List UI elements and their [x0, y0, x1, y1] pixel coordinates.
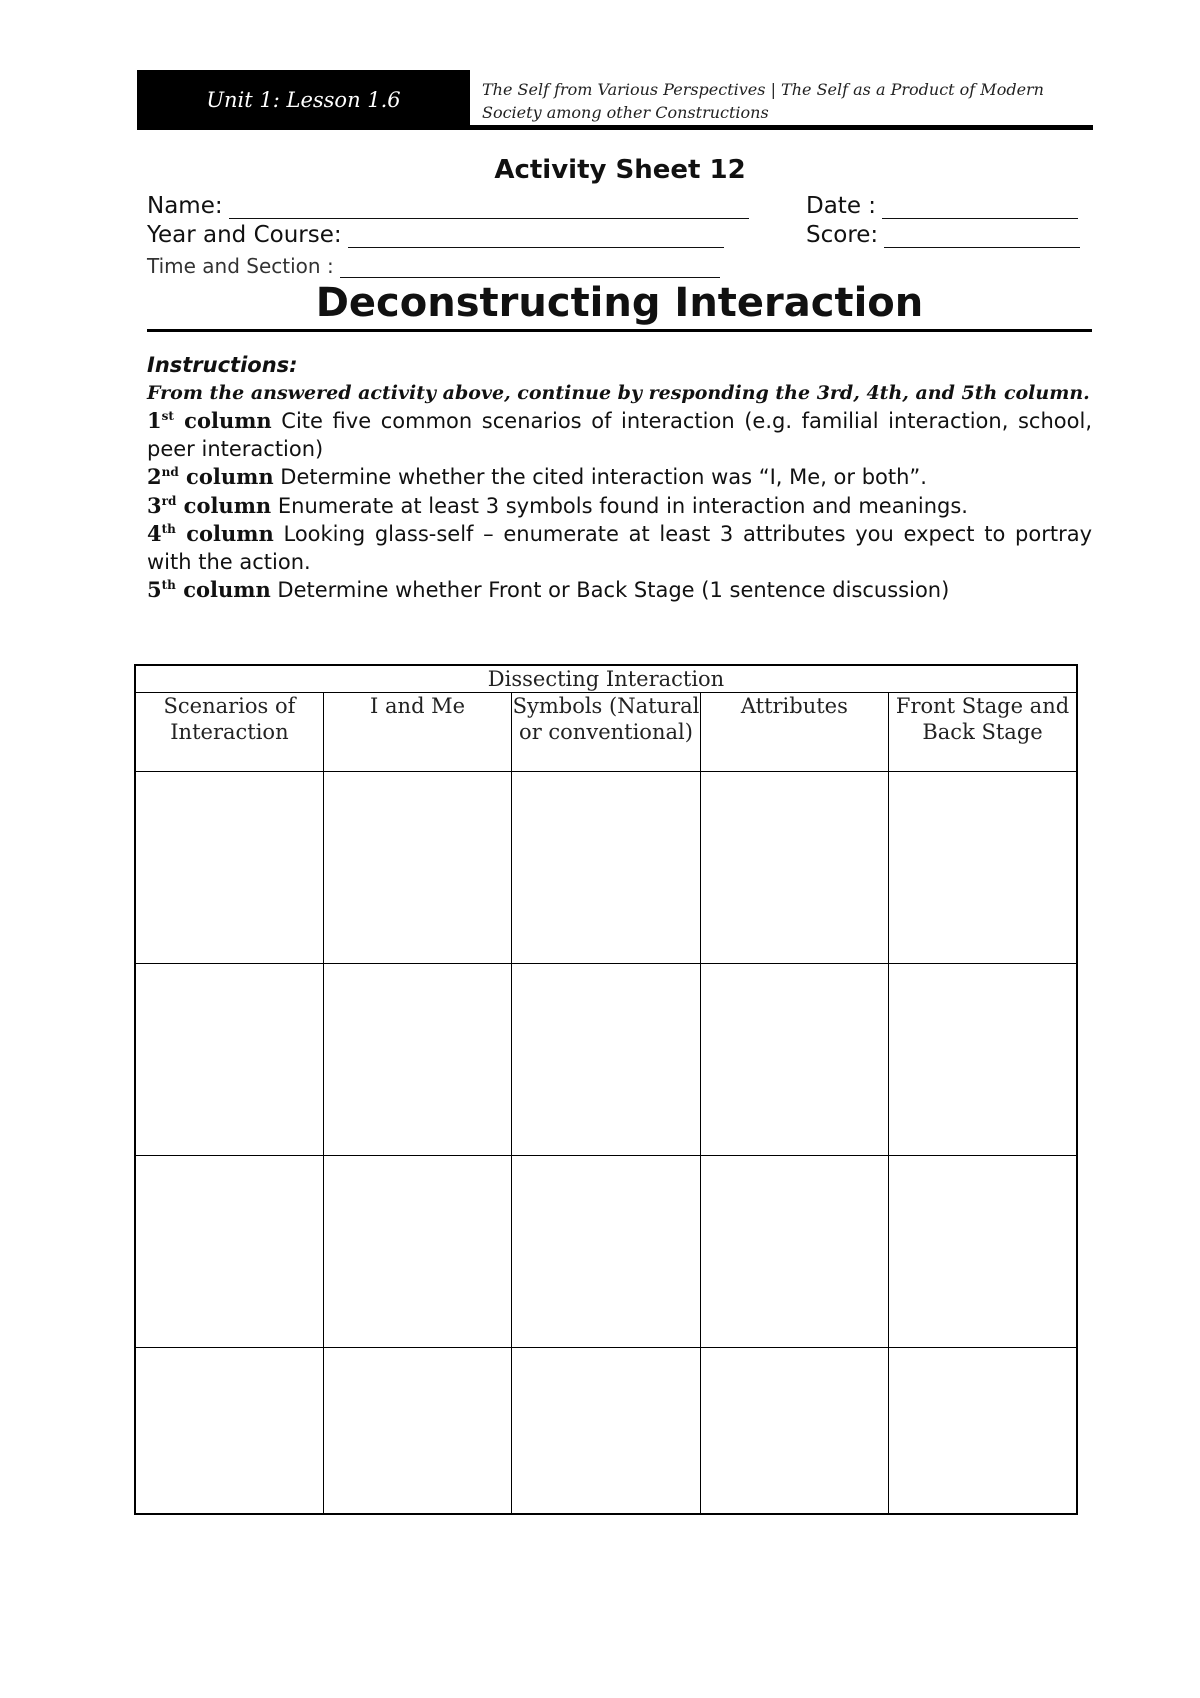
table-caption-row	[135, 665, 1077, 693]
year-course-field	[147, 222, 724, 248]
instruction-item-3: 3rd column Enumerate at least 3 symbols found in interaction and meanings.	[147, 492, 968, 518]
score-blank[interactable]	[884, 223, 1080, 248]
instructions-subheading: From the answered activity above, continue by responding the 3rd, 4th, and 5th column.	[147, 381, 1090, 404]
table-cell[interactable]	[135, 772, 323, 964]
date-label: Date :	[806, 193, 877, 219]
table-cell[interactable]	[700, 1348, 888, 1515]
table-cell[interactable]	[700, 964, 888, 1156]
table-cell[interactable]	[700, 1156, 888, 1348]
table-cell[interactable]	[889, 964, 1077, 1156]
column-header-attributes: Attributes	[700, 693, 888, 772]
column-header-front-back-stage: Front Stage and Back Stage	[889, 693, 1077, 772]
table-cell[interactable]	[889, 1156, 1077, 1348]
table-cell[interactable]	[512, 1348, 700, 1515]
date-blank[interactable]	[882, 194, 1078, 219]
instructions-heading: Instructions:	[147, 353, 298, 377]
table-cell[interactable]	[323, 1348, 511, 1515]
table-cell[interactable]	[889, 772, 1077, 964]
unit-lesson-badge: Unit 1: Lesson 1.6	[137, 70, 470, 130]
table-cell[interactable]	[700, 772, 888, 964]
score-label: Score:	[806, 222, 879, 248]
main-title: Deconstructing Interaction	[315, 280, 924, 326]
table-cell[interactable]	[323, 1156, 511, 1348]
instruction-item-2: 2nd column Determine whether the cited interaction was “I, Me, or both”.	[147, 464, 927, 489]
header-rule	[470, 125, 1093, 130]
lesson-topic: The Self from Various Perspectives | The Self as a Product of Modern Society among other Constructions	[482, 80, 1044, 122]
table-cell[interactable]	[135, 1156, 323, 1348]
name-field	[147, 193, 749, 219]
instruction-item-5: 5th column Determine whether Front or Back Stage (1 sentence discussion)	[147, 577, 950, 602]
lesson-header	[137, 70, 1093, 132]
table-row	[135, 1348, 1077, 1515]
table-row	[135, 772, 1077, 964]
instruction-item-4: 4th column Looking glass-self – enumerate at least 3 attributes you expect to portray with the action.	[147, 521, 1092, 574]
table-cell[interactable]	[889, 1348, 1077, 1515]
column-header-i-and-me: I and Me	[323, 693, 511, 772]
name-label: Name:	[147, 193, 223, 219]
table-cell[interactable]	[512, 964, 700, 1156]
year-course-blank[interactable]	[348, 223, 724, 248]
date-field	[806, 193, 1078, 219]
dissecting-interaction-table	[134, 664, 1078, 1515]
instructions	[147, 352, 1092, 605]
main-title-rule	[147, 329, 1092, 332]
score-field	[806, 222, 1080, 248]
table-cell[interactable]	[512, 772, 700, 964]
table-cell[interactable]	[135, 1348, 323, 1515]
instruction-item-1: 1st column Cite five common scenarios of interaction (e.g. familial interaction, school, peer interaction)	[147, 408, 1092, 461]
year-course-label: Year and Course:	[147, 222, 342, 248]
table-cell[interactable]	[512, 1156, 700, 1348]
name-blank[interactable]	[229, 194, 749, 219]
table-cell[interactable]	[323, 772, 511, 964]
time-section-blank[interactable]	[340, 253, 720, 278]
table-row	[135, 1156, 1077, 1348]
time-section-field	[147, 253, 720, 278]
table-row	[135, 964, 1077, 1156]
table-caption: Dissecting Interaction	[135, 665, 1077, 693]
column-header-symbols: Symbols (Natural or conventional)	[512, 693, 700, 772]
table-header-row	[135, 693, 1077, 772]
time-section-label: Time and Section :	[147, 254, 334, 278]
activity-sheet-title: Activity Sheet 12	[494, 155, 746, 185]
column-header-scenarios: Scenarios of Interaction	[135, 693, 323, 772]
table-cell[interactable]	[323, 964, 511, 1156]
table-cell[interactable]	[135, 964, 323, 1156]
